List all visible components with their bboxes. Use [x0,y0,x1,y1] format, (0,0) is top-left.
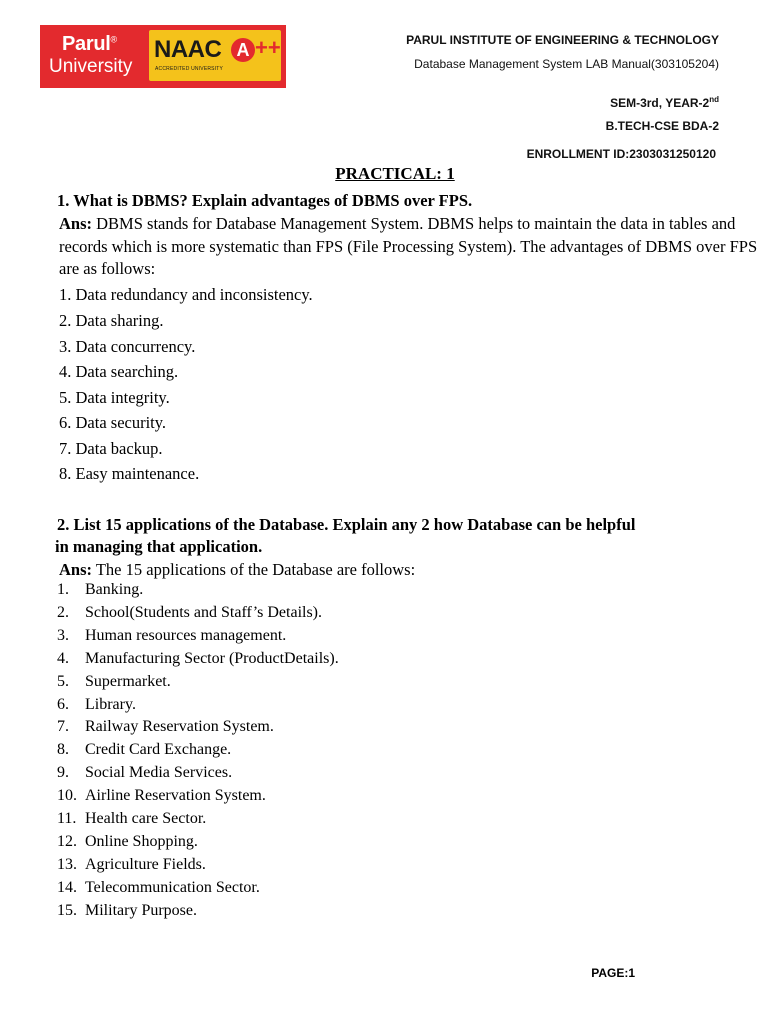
parul-wordmark [40,25,146,88]
institute-name: PARUL INSTITUTE OF ENGINEERING & TECHNOLOGY [406,33,719,47]
registered-mark: ® [110,34,117,45]
list-item-number: 15. [57,901,77,919]
list-item-text: Agriculture Fields. [85,855,206,873]
list-item-number: 6. [57,695,69,713]
semester-year: SEM-3rd, YEAR-2nd [610,95,719,110]
list-item-text: Supermarket. [85,672,171,690]
answer-1: Ans: DBMS stands for Database Management System. DBMS helps to maintain the data in tables and records which is more systematic than FPS (File Processing System). The advantages of DBMS over FPS are as follows: [59,214,758,278]
list-item-number: 10. [57,787,77,805]
naac-badge [149,30,281,81]
question-2-line-2: in managing that application. [55,537,263,556]
question-2-line-1: 2. List 15 applications of the Database. Explain any 2 how Database can be helpful [57,515,636,534]
branch: B.TECH-CSE BDA-2 [605,119,719,133]
list-item: 1. Data redundancy and inconsistency. [59,285,313,304]
list-item-text: Online Shopping. [85,832,198,850]
page-number: PAGE:1 [591,966,635,980]
list-item-number: 8. [57,741,69,759]
manual-title: Database Management System LAB Manual(303105204) [414,57,719,71]
brand-name: Parul [62,33,111,55]
brand-subtitle: University [49,56,133,77]
list-item: 6. Data security. [59,413,167,432]
question-1: 1. What is DBMS? Explain advantages of DBMS over FPS. [57,191,473,210]
list-item-number: 2. [57,603,69,621]
naac-grade: A [231,38,255,62]
list-item-number: 5. [57,672,69,690]
list-item-number: 9. [57,764,69,782]
list-item-number: 12. [57,832,77,850]
university-logo [40,25,286,88]
list-item-text: Library. [85,695,136,713]
list-item-text: Human resources management. [85,626,287,644]
answer-2: Ans: The 15 applications of the Database are follows: [59,560,416,579]
practical-title: PRACTICAL: 1 [335,164,455,183]
list-item-number: 4. [57,649,69,667]
list-item-text: Social Media Services. [85,764,233,782]
list-item: 2. Data sharing. [59,311,164,330]
list-item: 8. Easy maintenance. [59,464,200,483]
list-item-text: Manufacturing Sector (ProductDetails). [85,649,339,667]
naac-text: NAAC [154,36,222,63]
list-item-text: Telecommunication Sector. [85,878,260,896]
list-item-text: Military Purpose. [85,901,197,919]
enrollment-id: ENROLLMENT ID:2303031250120 [526,147,716,161]
list-item-number: 3. [57,626,69,644]
list-item: 3. Data concurrency. [59,337,196,356]
list-item: 5. Data integrity. [59,388,170,407]
list-item-text: Airline Reservation System. [85,787,266,805]
list-item: 4. Data searching. [59,362,179,381]
list-item-number: 1. [57,581,69,598]
list-item-number: 14. [57,878,77,896]
list-item-text: Health care Sector. [85,810,207,827]
naac-subtitle: ACCREDITED UNIVERSITY [155,66,224,72]
list-item-text: Banking. [85,581,144,598]
list-item-text: School(Students and Staff’s Details). [85,603,323,621]
naac-plus: ++ [255,35,281,60]
list-item-text: Railway Reservation System. [85,718,274,736]
list-item-number: 11. [57,810,77,827]
list-item-text: Credit Card Exchange. [85,741,232,759]
list-item-number: 13. [57,855,77,873]
list-item-number: 7. [57,718,69,736]
list-item: 7. Data backup. [59,439,163,458]
